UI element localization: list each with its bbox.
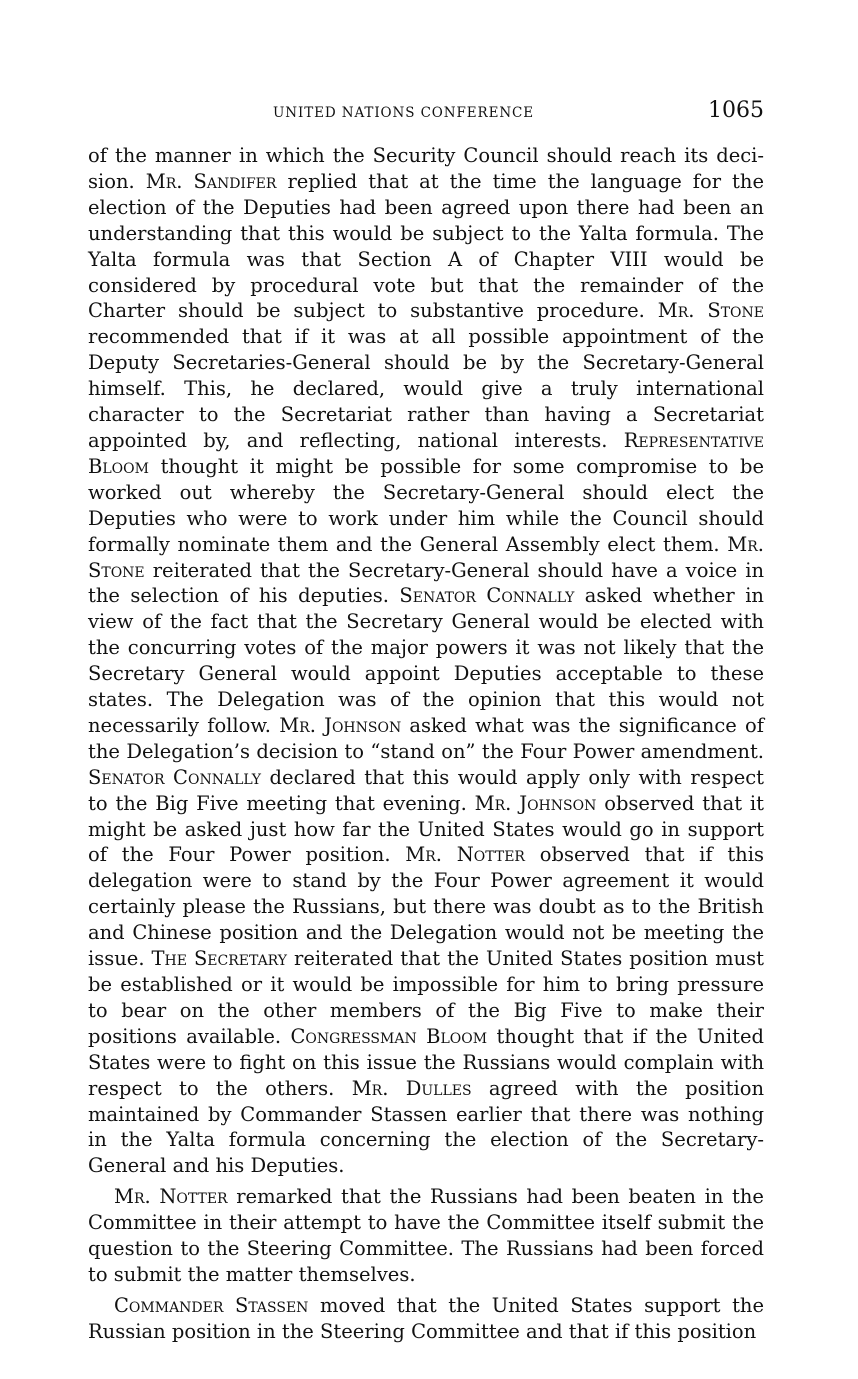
- page-header: [88, 96, 764, 136]
- speaker-name: Mr. Dulles: [351, 1076, 472, 1100]
- speaker-name: The Secretary: [151, 947, 288, 971]
- paragraph-text: agreed with the position maintained by Commander Stassen earlier that there was nothing in the Yalta formula concerning the election of the Secretary-General and his Deputies.: [88, 1076, 765, 1178]
- paragraph-text: observed that it might be asked just how far the United States would go in support of the Four Power position.: [88, 791, 765, 867]
- page-number: 1065: [708, 98, 764, 123]
- paragraph-text: replied that at the time the language for the election of the Deputies had been agreed upon there had been an understanding that this would be subject to the Yalta formula. The Yalta formula was that Section A of Chapter VIII would be considered by procedural vote but that the remainder of the Charter should be subject to substantive procedure.: [88, 169, 764, 323]
- speaker-name: Senator Connally: [88, 765, 262, 789]
- paragraph-text: thought that if the United States were to fight on this issue the Russians would complain with respect to the others.: [88, 1024, 764, 1100]
- speaker-name: Mr. Johnson: [474, 791, 597, 815]
- speaker-name: Mr. Sandifer: [145, 169, 277, 193]
- paragraph-text: thought it might be possible for some compromise to be worked out whereby the Secretary-General should elect the Deputies who were to work under him while the Council should formally nominate them and the General Assembly elect them.: [88, 454, 764, 556]
- speaker-name: Mr. Stone: [88, 532, 764, 582]
- paragraph-text: moved that the United States support the Russian position in the Steering Committee and that if this position: [88, 1293, 765, 1343]
- paragraph: [88, 1293, 764, 1345]
- running-head: UNITED NATIONS CONFERENCE: [273, 105, 535, 121]
- paragraph-text: of the manner in which the Security Council should reach its decision.: [88, 144, 764, 193]
- paragraph-text: remarked that the Russians had been beaten in the Committee in their attempt to have the Committee itself submit the question to the Steering Committee. The Russians had been forced to submit the matter themselves.: [88, 1185, 764, 1286]
- paragraph-text: asked whether in view of the fact that the Secretary General would be elected with the concurring votes of the major powers it was not likely that the Secretary General would appoint Deputies acceptable to these states. The Delegation was of the opinion that this would not necessarily follow.: [88, 584, 764, 737]
- speaker-name: Congressman Bloom: [290, 1024, 488, 1048]
- paragraph-text: observed that if this delegation were to stand by the Four Power agreement it would certainly please the Russians, but there was doubt as to the British and Chinese position and the Delegation would not be meeting the issue.: [88, 843, 764, 971]
- speaker-name: Mr. Johnson: [279, 713, 402, 737]
- speaker-name: Mr. Notter: [405, 843, 525, 867]
- speaker-name: Mr. Stone: [657, 299, 764, 323]
- paragraph-text: reiterated that the United States position must be established or it would be impossible for him to bring pressure to bear on the other members of the Big Five to make their positions available.: [88, 947, 764, 1048]
- book-page: [88, 96, 764, 1350]
- speaker-name: Representative Bloom: [88, 428, 764, 478]
- paragraph-text: recommended that if it was at all possible appointment of the Deputy Secretaries-General should be by the Secretary-General himself. This, he declared, would give a truly international character to the Secretariat rather than having a Secretariat appointed by, and reflecting, national interests.: [88, 325, 764, 452]
- paragraph-text: reiterated that the Secretary-General should have a voice in the selection of his deputies.: [88, 558, 764, 608]
- paragraph-text: asked what was the significance of the Delegation’s decision to “stand on” the Four Power amendment.: [88, 713, 765, 763]
- body-text: [88, 143, 764, 1345]
- speaker-name: Mr. Notter: [114, 1185, 228, 1209]
- speaker-name: Senator Connally: [399, 584, 575, 608]
- speaker-name: Commander Stassen: [114, 1293, 309, 1317]
- paragraph: [88, 1184, 764, 1288]
- paragraph: [88, 143, 764, 1179]
- paragraph-text: declared that this would apply only with respect to the Big Five meeting that evening.: [88, 765, 764, 815]
